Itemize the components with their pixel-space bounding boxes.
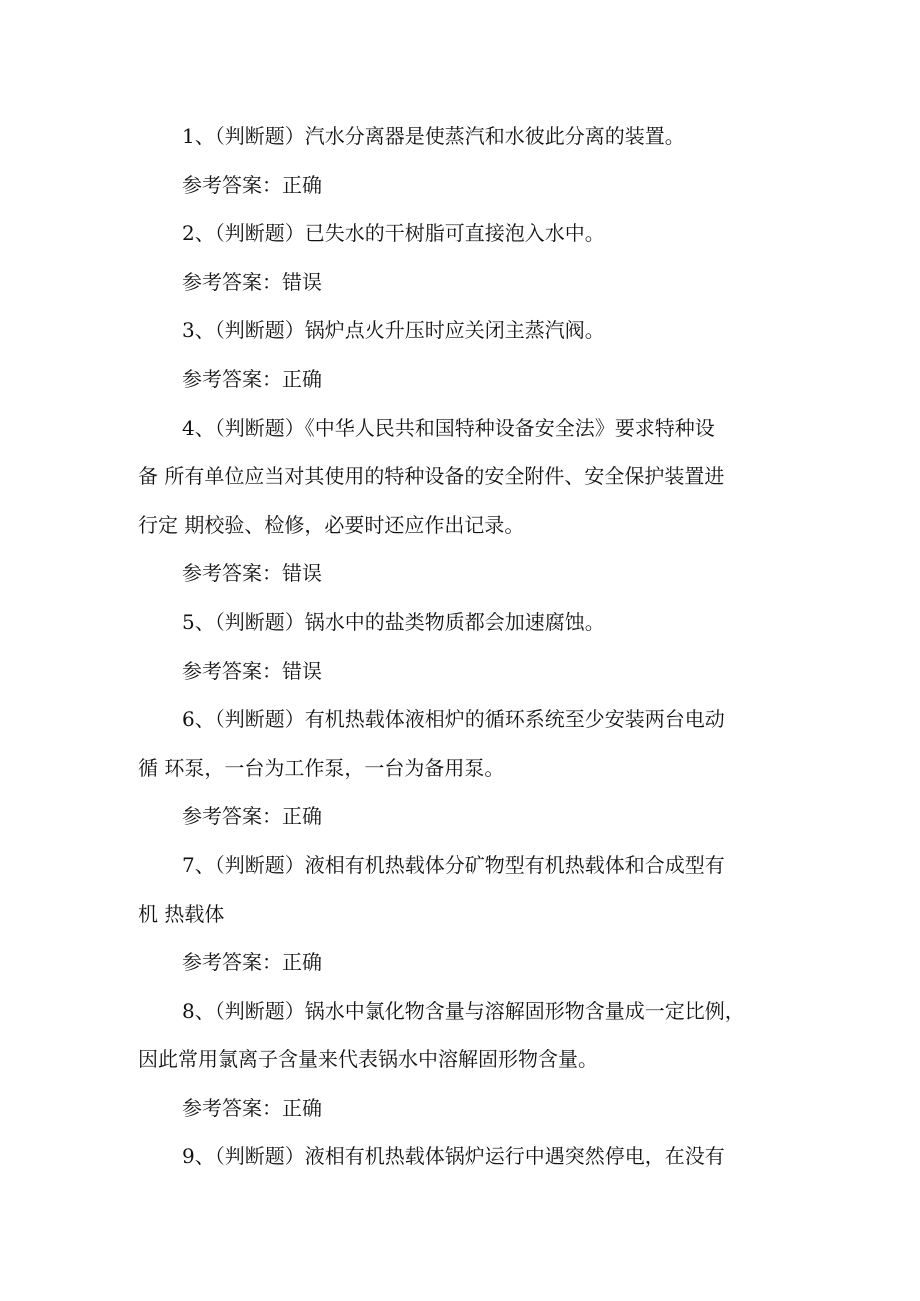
question-list bbox=[138, 112, 786, 1181]
answer-2: 参考答案：错误 bbox=[182, 269, 322, 294]
question-5-line-1: 5、（判断题）锅水中的盐类物质都会加速腐蚀。 bbox=[182, 609, 605, 634]
answer-1: 参考答案：正确 bbox=[182, 172, 322, 197]
question-2-line-1: 2、（判断题）已失水的干树脂可直接泡入水中。 bbox=[182, 221, 605, 246]
question-6-line-2: 循 环泵，一台为工作泵，一台为备用泵。 bbox=[138, 755, 505, 780]
question-9-line-1: 9、（判断题）液相有机热载体锅炉运行中遇突然停电，在没有 bbox=[182, 1144, 725, 1169]
answer-3: 参考答案：正确 bbox=[182, 366, 322, 391]
question-8-line-2: 因此常用氯离子含量来代表锅水中溶解固形物含量。 bbox=[138, 1047, 598, 1072]
answer-4: 参考答案：错误 bbox=[182, 561, 322, 586]
answer-6: 参考答案：正确 bbox=[182, 804, 322, 829]
question-1-line-1: 1、（判断题）汽水分离器是使蒸汽和水彼此分离的装置。 bbox=[182, 124, 685, 148]
question-4-line-1: 4、（判断题）《中华人民共和国特种设备安全法》要求特种设 bbox=[182, 415, 715, 440]
question-4-line-3: 行定 期校验、检修，必要时还应作出记录。 bbox=[138, 512, 525, 537]
question-6-line-1: 6、（判断题）有机热载体液相炉的循环系统至少安装两台电动 bbox=[182, 707, 725, 732]
question-7-line-2: 机 热载体 bbox=[138, 901, 225, 926]
question-7-line-1: 7、（判断题）液相有机热载体分矿物型有机热载体和合成型有 bbox=[182, 852, 725, 877]
answer-8: 参考答案：正确 bbox=[182, 1095, 322, 1120]
answer-5: 参考答案：错误 bbox=[182, 658, 322, 683]
answer-7: 参考答案：正确 bbox=[182, 950, 322, 975]
question-3-line-1: 3、（判断题）锅炉点火升压时应关闭主蒸汽阀。 bbox=[182, 318, 605, 343]
question-4-line-2: 备 所有单位应当对其使用的特种设备的安全附件、安全保护装置进 bbox=[138, 464, 725, 489]
question-8-line-1: 8、（判断题）锅水中氯化物含量与溶解固形物含量成一定比例， bbox=[182, 998, 745, 1023]
